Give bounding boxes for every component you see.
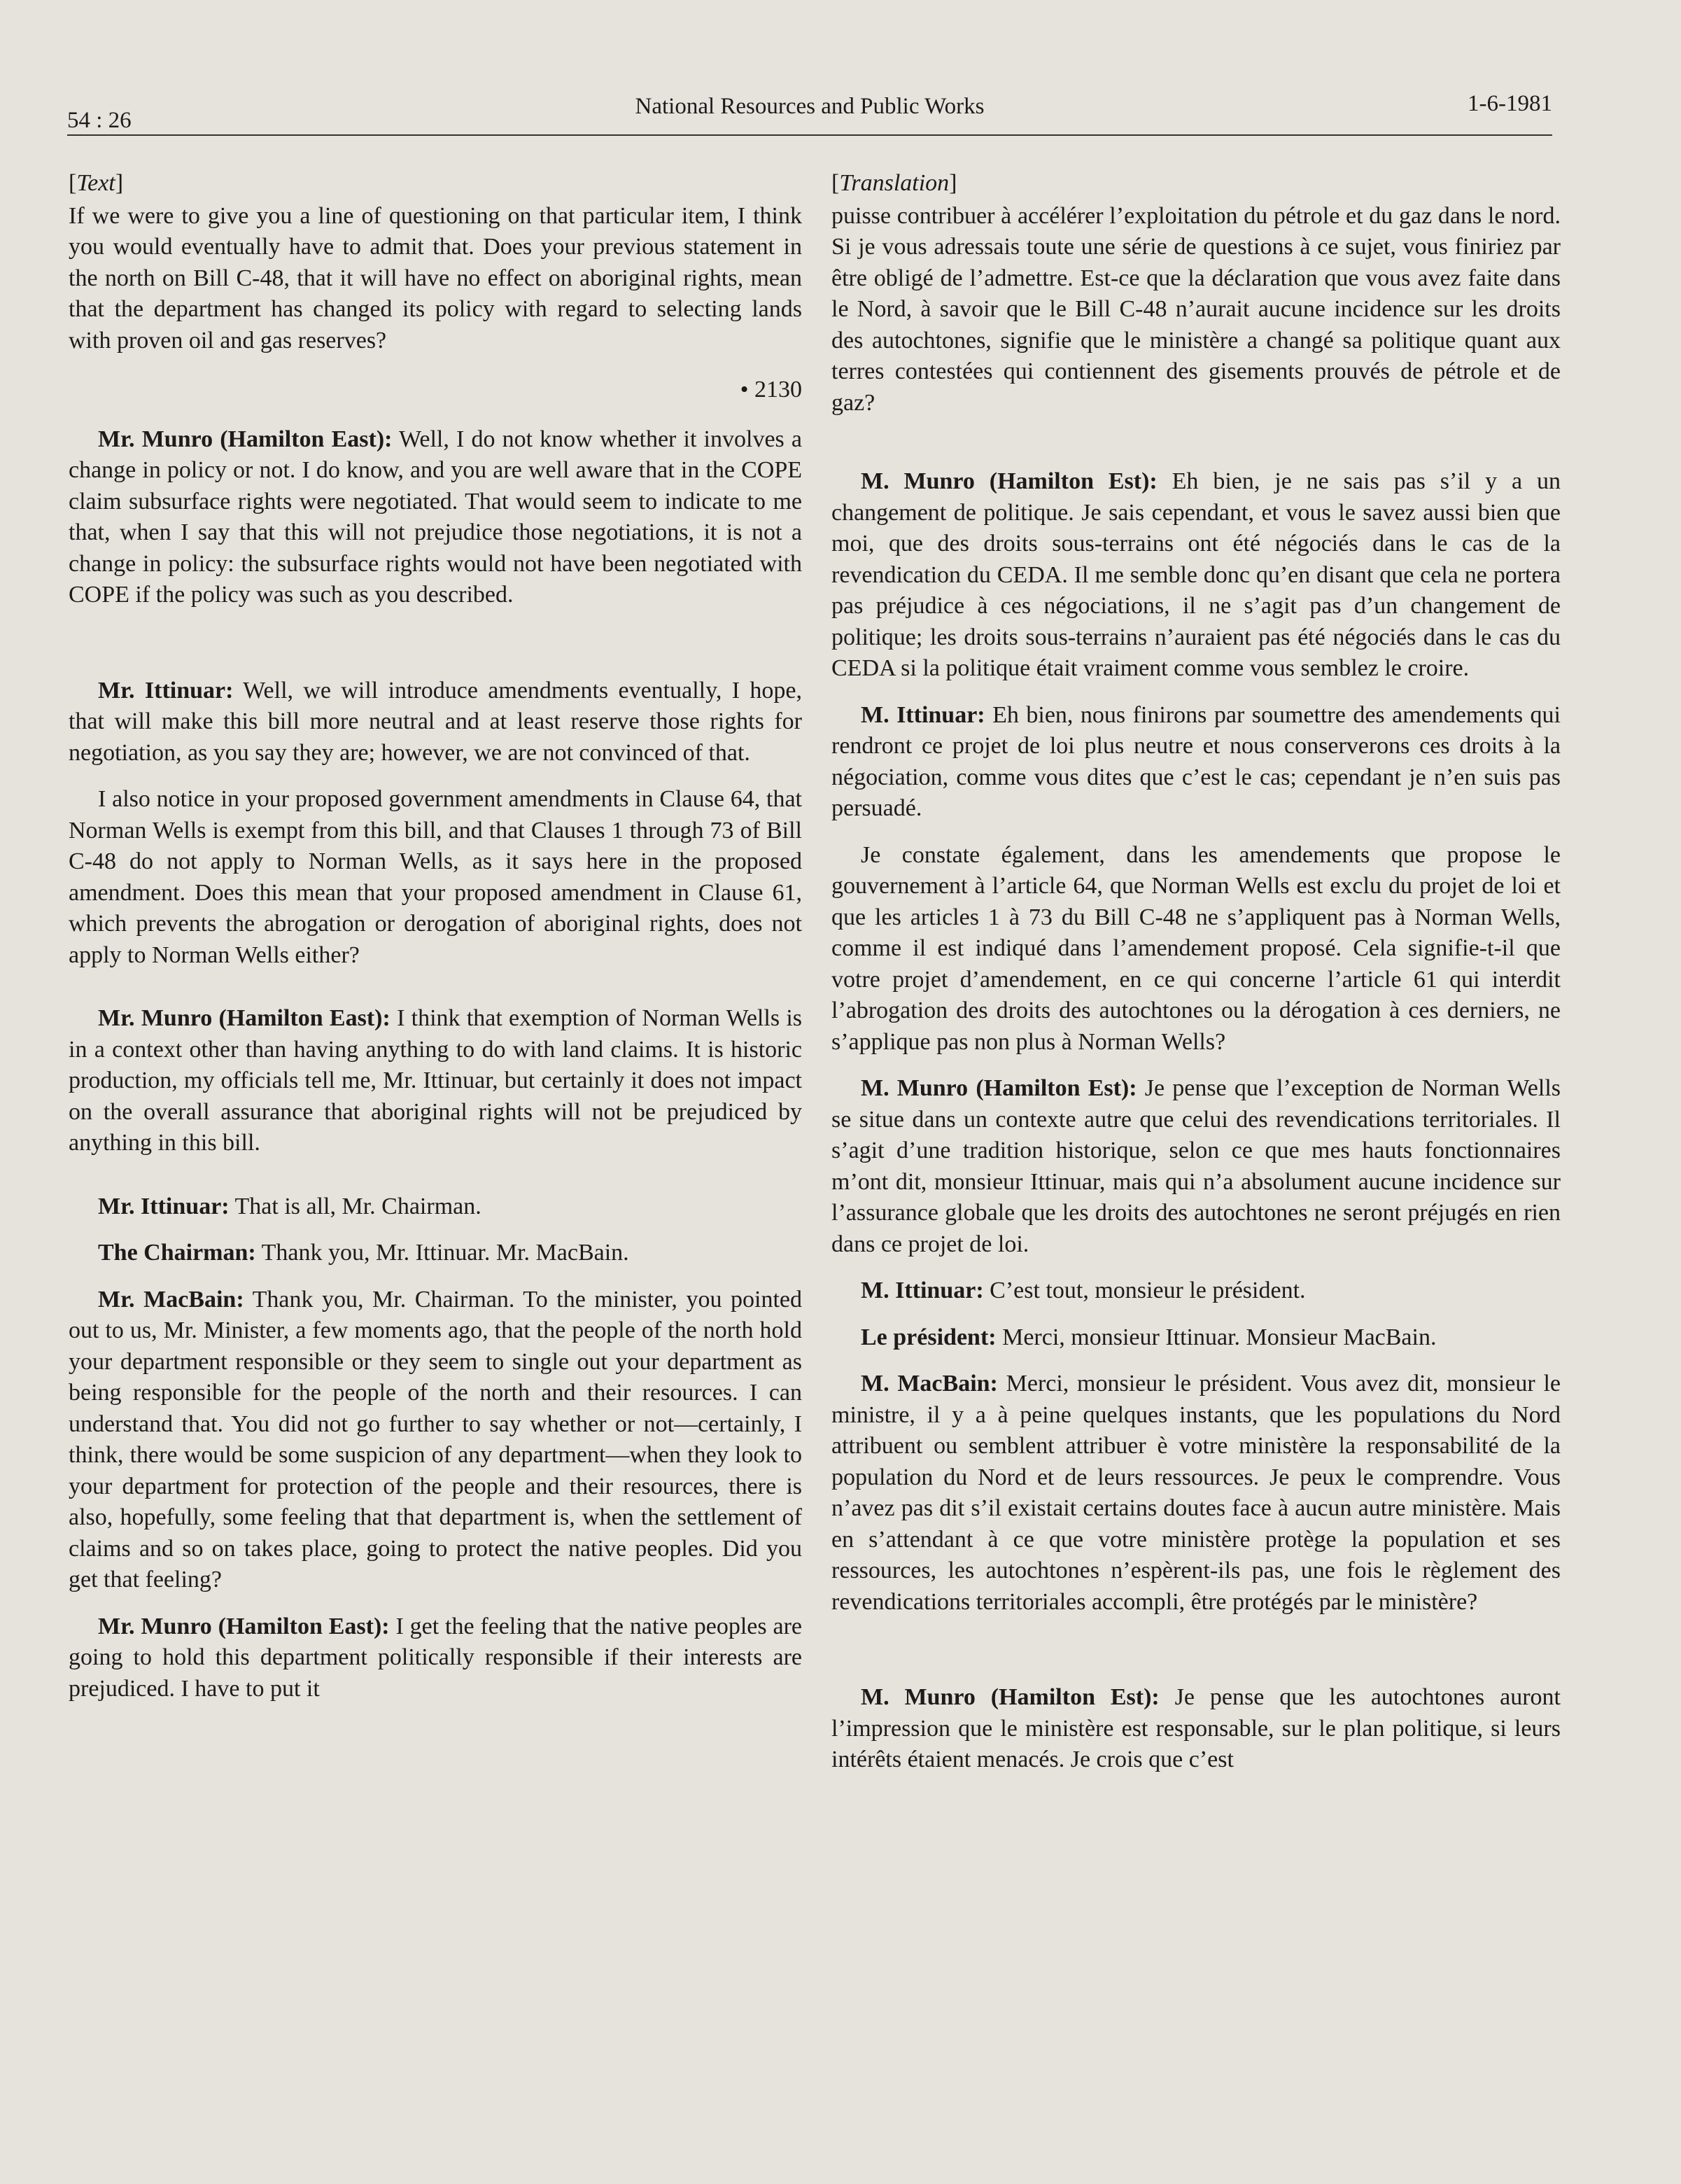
speaker: Mr. Munro (Hamilton East): xyxy=(98,1005,391,1031)
speaker: Mr. Ittinuar: xyxy=(98,1193,230,1219)
paragraph: Mr. Munro (Hamilton East): I think that exemption of Norman Wells is in a context other than having anything to do with land claims. It is historic production, my officials tell me, Mr. Ittinuar, but certainly it does not impact on the overall assurance that aboriginal rights will not be prejudiced by anything in this bill. xyxy=(69,1005,802,1156)
paragraph: M. Munro (Hamilton Est): Je pense que l’exception de Norman Wells se situe dans un contexte autre que celui des revendications territoriales. Il s’agit d’une tradition historique, selon ce que mes hauts fonctionnaires m’ont dit, monsieur Ittinuar, mais qui n’a absolument aucune incidence sur l’assurance globale que les droits des autochtones ne seront préjugés en rien dans ce projet de loi. xyxy=(831,1075,1561,1257)
speaker: M. Munro (Hamilton Est): xyxy=(861,1684,1160,1710)
paragraph: Mr. MacBain: Thank you, Mr. Chairman. To the minister, you pointed out to us, Mr. Minister, a few moments ago, that the people of the north hold your department responsible or they seem to single out your department as being responsible for the people of the north and their resources. I can understand that. You did not go further to say whether or not—certainly, I think, there would be some suspicion of any department—when they look to your department for protection of the people and their resources, there is also, hopefully, some feeling that that department is, when the settlement of claims and so on takes place, going to protect the native peoples. Did you get that feeling? xyxy=(69,1286,802,1592)
speaker: M. MacBain: xyxy=(861,1371,998,1396)
running-title: National Resources and Public Works xyxy=(635,94,985,119)
time-stamp: • 2130 xyxy=(740,377,802,402)
speaker: Mr. Munro (Hamilton East): xyxy=(98,1613,390,1639)
speaker: The Chairman: xyxy=(98,1240,256,1266)
speaker: Mr. Ittinuar: xyxy=(98,677,234,704)
translation-marker: [Translation] xyxy=(831,170,957,196)
speaker: M. Munro (Hamilton Est): xyxy=(861,1075,1137,1101)
paragraph: M. Ittinuar: C’est tout, monsieur le président. xyxy=(861,1278,1306,1303)
paragraph: puisse contribuer à accélérer l’exploitation du pétrole et du gaz dans le nord. Si je vous adressais toute une série de questions à ce sujet, vous finiriez par être obligé de l’admettre. Est-ce que la déclaration que vous avez faite dans le Nord, à savoir que le Bill C-48 n’aurait aucune incidence sur les droits des autochtones, signifie que le ministère a changé sa politique quant aux terres contestées qui contiennent des gisements prouvés de pétrole et de gaz? xyxy=(831,202,1561,416)
paragraph: M. MacBain: Merci, monsieur le président. Vous avez dit, monsieur le ministre, il y a à peine quelques instants, que les populations du Nord attribuent ou semblent attribuer è votre ministère la responsabilité de la population du Nord et de leurs ressources. Je peux le comprendre. Vous n’avez pas dit s’il existait certains doutes face à aucun autre ministère. Mais en s’attendant à ce que votre ministère protège la population et ses ressources, les autochtones n’espèrent-ils pas, une fois le règlement des revendications territoriales accompli, être protégés par le ministère? xyxy=(831,1371,1561,1615)
paragraph: M. Munro (Hamilton Est): Je pense que les autochtones auront l’impression que le ministère est responsable, sur le plan politique, si leurs intérêts étaient menacés. Je crois que c’est xyxy=(831,1684,1561,1772)
paragraph: Mr. Ittinuar: That is all, Mr. Chairman. xyxy=(98,1193,481,1219)
paragraph: M. Munro (Hamilton Est): Eh bien, je ne sais pas s’il y a un changement de politique. Je sais cependant, et vous le savez aussi bien que moi, que des droits sous-terrains ont été négociés dans le cas de la revendication du CEDA. Il me semble donc qu’en disant que cela ne portera pas préjudice à ces négociations, il ne s’agit pas d’un changement de politique; les droits sous-terrains n’auraient pas été négociés dans le cas du CEDA si la politique était vraiment comme vous semblez le croire. xyxy=(831,468,1561,681)
speaker: Mr. MacBain: xyxy=(98,1286,244,1312)
speaker: M. Munro (Hamilton Est): xyxy=(861,468,1158,494)
paragraph: If we were to give you a line of questioning on that particular item, I think you would eventually have to admit that. Does your previous statement in the north on Bill C-48, that it will have no effect on aboriginal rights, mean that the department has changed its policy with regard to selecting lands with proven oil and gas reserves? xyxy=(69,202,802,354)
speaker: M. Ittinuar: xyxy=(861,701,985,728)
paragraph: Mr. Munro (Hamilton East): I get the feeling that the native peoples are going to hold this department politically responsible if their interests are prejudiced. I have to put it xyxy=(69,1613,802,1702)
speaker: Le président: xyxy=(861,1324,997,1350)
english-column xyxy=(69,168,802,1720)
sitting-date: 1-6-1981 xyxy=(1468,91,1552,116)
paragraph: I also notice in your proposed government amendments in Clause 64, that Norman Wells is exempt from this bill, and that Clauses 1 through 73 of Bill C-48 do not apply to Norman Wells, as it says here in the proposed amendment. Does this mean that your proposed amendment in Clause 61, which prevents the abrogation or derogation of aboriginal rights, does not apply to Norman Wells either? xyxy=(69,786,802,968)
paragraph: M. Ittinuar: Eh bien, nous finirons par soumettre des amendements qui rendront ce projet de loi plus neutre et nous conserverons ces droits à la négociation, comme vous dites que c’est le cas; cependant je n’en suis pas persuadé. xyxy=(831,701,1561,821)
paragraph: Mr. Ittinuar: Well, we will introduce amendments eventually, I hope, that will make this bill more neutral and at least reserve those rights for negotiation, as you say they are; however, we are not convinced of that. xyxy=(69,677,802,766)
page-header xyxy=(67,90,1552,136)
page-number: 54 : 26 xyxy=(67,108,132,133)
text-marker: [Text] xyxy=(69,170,124,196)
paragraph: The Chairman: Thank you, Mr. Ittinuar. Mr. MacBain. xyxy=(98,1240,629,1266)
paragraph: Mr. Munro (Hamilton East): Well, I do not know whether it involves a change in policy or not. I do know, and you are well aware that in the COPE claim subsurface rights were negotiated. That would seem to indicate to me that, when I say that this will not prejudice those negotiations, it is not a change in policy: the subsurface rights would not have been negotiated with COPE if the policy was such as you described. xyxy=(69,426,802,608)
speaker: Mr. Munro (Hamilton East): xyxy=(98,426,393,452)
paragraph: Le président: Merci, monsieur Ittinuar. Monsieur MacBain. xyxy=(861,1324,1437,1350)
paragraph: Je constate également, dans les amendements que propose le gouvernement à l’article 64, que Norman Wells est exclu du projet de loi et que les articles 1 à 73 du Bill C-48 ne s’appliquent pas à Norman Wells, comme il est indiqué dans l’amendement proposé. Cela signifie-t-il que votre projet d’amendement, en ce qui concerne l’article 61 qui interdit l’abrogation des droits des autochtones ou la dérogation à ces derniers, ne s’applique pas non plus à Norman Wells? xyxy=(831,841,1561,1055)
french-column xyxy=(831,168,1561,1791)
speaker: M. Ittinuar: xyxy=(861,1278,984,1303)
